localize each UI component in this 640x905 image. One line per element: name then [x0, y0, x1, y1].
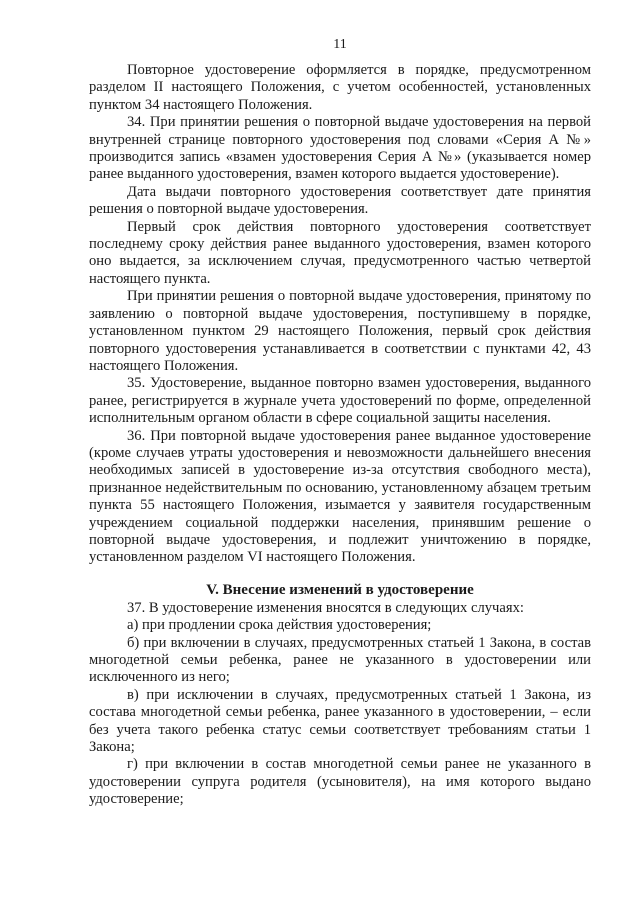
paragraph-item-36: 36. При повторной выдаче удостоверения ранее выданное удостоверение (кроме случаев утраты удостоверения и невозможности дальнейшего внесения необходимых записей в удостоверение из-за отсутствия свободного места), признанное недействительным по основанию, установленному абзацем третьим пункта 55 настоящего Положения, изымается у заявителя государственным учреждением социальной поддержки населения, принявшим решение о повторной выдаче удостоверения, и подлежит уничтожению в порядке, установленном разделом VI настоящего Положения.: [89, 427, 591, 566]
list-item-a: а) при продлении срока действия удостоверения;: [127, 617, 432, 634]
paragraph-item-34: 34. При принятии решения о повторной выдаче удостоверения на первой внутренней странице повторного удостоверения под словами «Серия А №» производится запись «взамен удостоверения Серия А №» (указывается номер ранее выданного удостоверения, взамен которого выдается удостоверение).: [89, 114, 591, 183]
list-item-v: в) при исключении в случаях, предусмотренных статьей 1 Закона, из состава многодетной семьи ребенка, ранее указанного в удостоверении, – если без учета такого ребенка статус семьи соответствует требованиям статьи 1 Закона;: [89, 686, 591, 756]
page-number: 11: [333, 37, 347, 52]
paragraph-item-37: 37. В удостоверение изменения вносятся в следующих случаях:: [127, 599, 524, 616]
list-item-b: б) при включении в случаях, предусмотренных статьей 1 Закона, в состав многодетной семьи ребенка, ранее не указанного в удостоверении или исключенного из него;: [89, 634, 591, 686]
list-item-g: г) при включении в состав многодетной семьи ранее не указанного в удостоверении супруга родителя (усыновителя), на имя которого выдано удостоверение;: [89, 756, 591, 808]
paragraph-issue-date: Дата выдачи повторного удостоверения соответствует дате принятия решения о повторной выдаче удостоверения.: [89, 183, 591, 218]
paragraph-reissue-procedure: Повторное удостоверение оформляется в порядке, предусмотренном разделом II настоящего Положения, с учетом особенностей, установленных пунктом 34 настоящего Положения.: [89, 62, 591, 113]
paragraph-first-validity-term: Первый срок действия повторного удостоверения соответствует последнему сроку действия ранее выданного удостоверения, взамен которого оно выдается, за исключением случая, предусмотренного частью четвертой настоящего пункта.: [89, 218, 591, 287]
section-heading: V. Внесение изменений в удостоверение: [206, 581, 474, 598]
paragraph-validity-by-application: При принятии решения о повторной выдаче удостоверения, принятому по заявлению о повторной выдаче удостоверения, поступившему в порядке, установленном пунктом 29 настоящего Положения, первый срок действия повторного удостоверения устанавливается в соответствии с пунктами 42, 43 настоящего Положения.: [89, 288, 591, 374]
document-page: [89, 36, 591, 809]
paragraph-item-35: 35. Удостоверение, выданное повторно взамен удостоверения, выданного ранее, регистрируется в журнале учета удостоверений по форме, определенной исполнительным органом области в сфере социальной защиты населения.: [89, 375, 591, 427]
